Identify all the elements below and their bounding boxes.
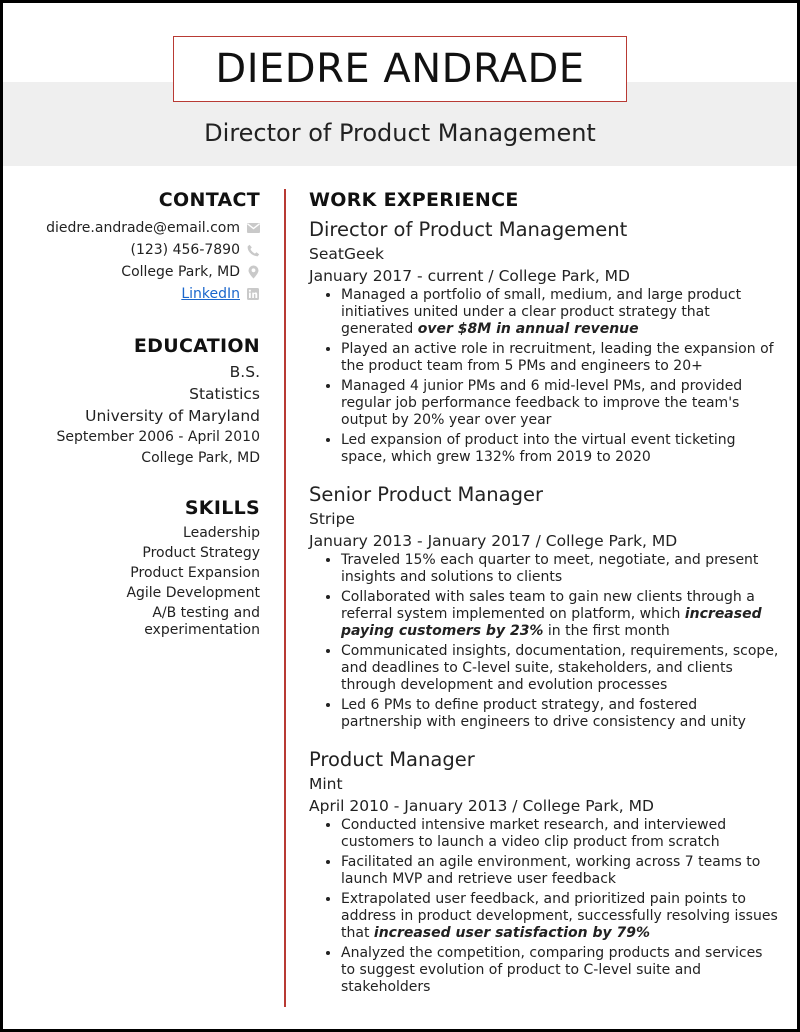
skill-item: Leadership: [183, 525, 260, 541]
job-bullet: • Managed a portfolio of small, medium, and large product initiatives united under a clear product strategy that generated over $8M in annual revenue: [341, 287, 779, 338]
right-column: [309, 183, 779, 999]
job-entry: [309, 217, 779, 466]
skill-item: Product Expansion: [130, 565, 260, 581]
job-dates: April 2010 - January 2013 / College Park, MD: [309, 797, 654, 815]
job-bullet: • Extrapolated user feedback, and prioritized pain points to address in product development, successfully resolving issues that increased user satisfaction by 79%: [341, 891, 779, 942]
job-bullet: • Communicated insights, documentation, requirements, scope, and deadlines to C-level suite, stakeholders, and clients through development and evolution processes: [341, 643, 779, 694]
job-bullet: • Conducted intensive market research, and interviewed customers to launch a video clip product from scratch: [341, 817, 779, 851]
phone-icon: [246, 243, 260, 257]
job-dates: January 2017 - current / College Park, MD: [309, 267, 630, 285]
education-heading: EDUCATION: [133, 335, 260, 357]
education-dates: September 2006 - April 2010: [56, 429, 260, 445]
candidate-title: Director of Product Management: [204, 119, 596, 147]
job-bullets: [309, 552, 779, 731]
job-role: Product Manager: [309, 748, 475, 771]
envelope-icon: [246, 221, 260, 235]
job-role: Senior Product Manager: [309, 483, 544, 506]
job-bullet: • Facilitated an agile environment, working across 7 teams to launch MVP and retrieve user feedback: [341, 854, 779, 888]
skills-heading: SKILLS: [184, 497, 260, 519]
job-bullets: [309, 287, 779, 466]
contact-location: [3, 261, 260, 283]
column-divider: [284, 189, 286, 1007]
job-bullet: • Led 6 PMs to define product strategy, and fostered partnership with engineers to drive consistency and unity: [341, 697, 779, 731]
job-company: Stripe: [309, 510, 355, 528]
linkedin-link[interactable]: LinkedIn: [181, 286, 240, 302]
job-bullets: [309, 817, 779, 996]
job-entry: [309, 747, 779, 996]
skill-item: Product Strategy: [142, 545, 260, 561]
name-box: [173, 36, 627, 102]
contact-phone: [3, 239, 260, 261]
job-entry: [309, 482, 779, 731]
education-degree: B.S.: [229, 363, 260, 381]
contact-heading: CONTACT: [158, 189, 260, 211]
job-bullet: • Led expansion of product into the virtual event ticketing space, which grew 132% from 2019 to 2020: [341, 432, 779, 466]
education-school: University of Maryland: [85, 407, 260, 425]
skill-item: Agile Development: [126, 585, 260, 601]
job-bullet: • Analyzed the competition, comparing products and services to suggest evolution of product to C-level suite and stakeholders: [341, 945, 779, 996]
candidate-name: DIEDRE ANDRADE: [215, 46, 585, 92]
job-bullet: • Traveled 15% each quarter to meet, negotiate, and present insights and solutions to clients: [341, 552, 779, 586]
phone-text: (123) 456-7890: [130, 242, 240, 258]
job-role: Director of Product Management: [309, 218, 628, 241]
map-pin-icon: [246, 265, 260, 279]
linkedin-icon: [246, 287, 260, 301]
job-bullet: • Managed 4 junior PMs and 6 mid-level PMs, and provided regular job performance feedback to improve the team's output by 20% year over year: [341, 378, 779, 429]
job-company: SeatGeek: [309, 245, 385, 263]
contact-linkedin[interactable]: [3, 283, 260, 305]
education-location: College Park, MD: [141, 450, 260, 466]
left-column: [3, 183, 260, 639]
job-company: Mint: [309, 775, 343, 793]
email-text: diedre.andrade@email.com: [46, 220, 240, 236]
job-bullet: • Played an active role in recruitment, leading the expansion of the product team from 5 PMs and engineers to 20+: [341, 341, 779, 375]
skill-item: [3, 605, 260, 639]
education-major: Statistics: [189, 385, 260, 403]
job-dates: January 2013 - January 2017 / College Park, MD: [309, 532, 678, 550]
contact-email: [3, 217, 260, 239]
work-heading: WORK EXPERIENCE: [309, 189, 519, 211]
skill-item-text: A/B testing and experimentation: [144, 605, 260, 638]
job-bullet: • Collaborated with sales team to gain new clients through a referral system implemented on platform, which increased paying customers by 23% in the first month: [341, 589, 779, 640]
location-text: College Park, MD: [121, 264, 240, 280]
